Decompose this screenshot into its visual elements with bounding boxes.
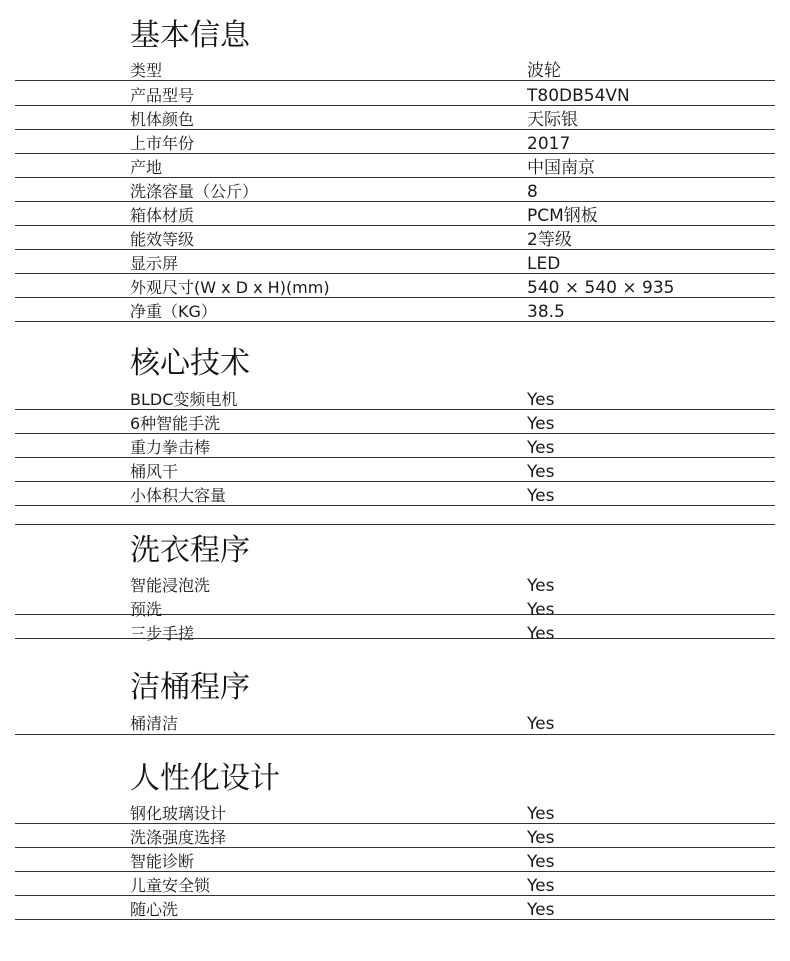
spec-label-color: 机体颜色 (130, 110, 195, 129)
section-title-core-tech: 核心技术 (130, 346, 250, 381)
row-divider (15, 201, 775, 202)
spec-value-origin: 中国南京 (527, 158, 595, 178)
spec-label-bldc-motor: BLDC变频电机 (130, 390, 238, 409)
spec-value-cabinet: PCM钢板 (527, 206, 598, 226)
section-title-drum-clean: 洁桶程序 (130, 670, 250, 705)
spec-label-prewash: 预洗 (130, 600, 163, 619)
spec-label-capacity: 洗涤容量（公斤） (130, 182, 259, 201)
section-title-user-design: 人性化设计 (130, 761, 280, 796)
spec-value-smart-diagnosis: Yes (527, 852, 555, 872)
row-divider (15, 177, 775, 178)
spec-value-bldc-motor: Yes (527, 390, 555, 410)
spec-label-flex-wash: 随心洗 (130, 900, 179, 919)
row-divider (15, 105, 775, 106)
spec-label-weight: 净重（KG） (130, 302, 217, 321)
spec-label-three-step-rub: 三步手搓 (130, 624, 195, 643)
spec-value-tempered-glass: Yes (527, 804, 555, 824)
spec-value-smart-handwash: Yes (527, 414, 555, 434)
row-divider (15, 919, 775, 920)
spec-value-color: 天际银 (527, 110, 578, 130)
spec-value-year: 2017 (527, 134, 571, 154)
spec-label-compact-capacity: 小体积大容量 (130, 486, 227, 505)
section-title-basic-info: 基本信息 (130, 18, 250, 53)
row-divider (15, 225, 775, 226)
spec-value-type: 波轮 (527, 61, 561, 81)
spec-value-efficiency: 2等级 (527, 230, 572, 250)
row-divider (15, 273, 775, 274)
spec-label-tempered-glass: 钢化玻璃设计 (130, 804, 227, 823)
spec-value-smart-soak: Yes (527, 576, 555, 596)
spec-value-prewash: Yes (527, 600, 555, 620)
spec-value-dimensions: 540 × 540 × 935 (527, 278, 675, 298)
spec-label-smart-soak: 智能浸泡洗 (130, 576, 211, 595)
spec-label-year: 上市年份 (130, 134, 195, 153)
spec-value-gravity-punch: Yes (527, 438, 555, 458)
spec-value-model: T80DB54VN (527, 86, 630, 106)
spec-value-weight: 38.5 (527, 302, 565, 322)
row-divider (15, 734, 775, 735)
row-divider (15, 823, 775, 824)
spec-label-wash-intensity: 洗涤强度选择 (130, 828, 227, 847)
row-divider (15, 638, 775, 639)
row-divider (15, 80, 775, 81)
spec-label-drum-clean: 桶清洁 (130, 714, 179, 733)
spec-label-type: 类型 (130, 61, 163, 80)
spec-value-compact-capacity: Yes (527, 486, 555, 506)
spec-value-wash-intensity: Yes (527, 828, 555, 848)
row-divider (15, 614, 775, 615)
row-divider (15, 457, 775, 458)
spec-label-origin: 产地 (130, 158, 163, 177)
row-divider (15, 321, 775, 322)
section-divider (15, 524, 775, 525)
row-divider (15, 129, 775, 130)
spec-label-smart-diagnosis: 智能诊断 (130, 852, 195, 871)
spec-value-child-lock: Yes (527, 876, 555, 896)
row-divider (15, 409, 775, 410)
spec-label-efficiency: 能效等级 (130, 230, 195, 249)
row-divider (15, 847, 775, 848)
spec-label-dimensions: 外观尺寸(W x D x H)(mm) (130, 278, 330, 297)
spec-label-display: 显示屏 (130, 254, 179, 273)
spec-label-child-lock: 儿童安全锁 (130, 876, 211, 895)
spec-value-drum-airdry: Yes (527, 462, 555, 482)
spec-value-flex-wash: Yes (527, 900, 555, 920)
row-divider (15, 433, 775, 434)
row-divider (15, 505, 775, 506)
spec-value-capacity: 8 (527, 182, 538, 202)
row-divider (15, 481, 775, 482)
spec-label-model: 产品型号 (130, 86, 195, 105)
section-title-wash-programs: 洗衣程序 (130, 533, 250, 568)
spec-label-smart-handwash: 6种智能手洗 (130, 414, 221, 433)
row-divider (15, 249, 775, 250)
spec-label-cabinet: 箱体材质 (130, 206, 195, 225)
spec-label-drum-airdry: 桶风干 (130, 462, 179, 481)
spec-value-display: LED (527, 254, 561, 274)
spec-value-drum-clean: Yes (527, 714, 555, 734)
row-divider (15, 871, 775, 872)
row-divider (15, 895, 775, 896)
spec-value-three-step-rub: Yes (527, 624, 555, 644)
spec-label-gravity-punch: 重力拳击棒 (130, 438, 211, 457)
row-divider (15, 153, 775, 154)
